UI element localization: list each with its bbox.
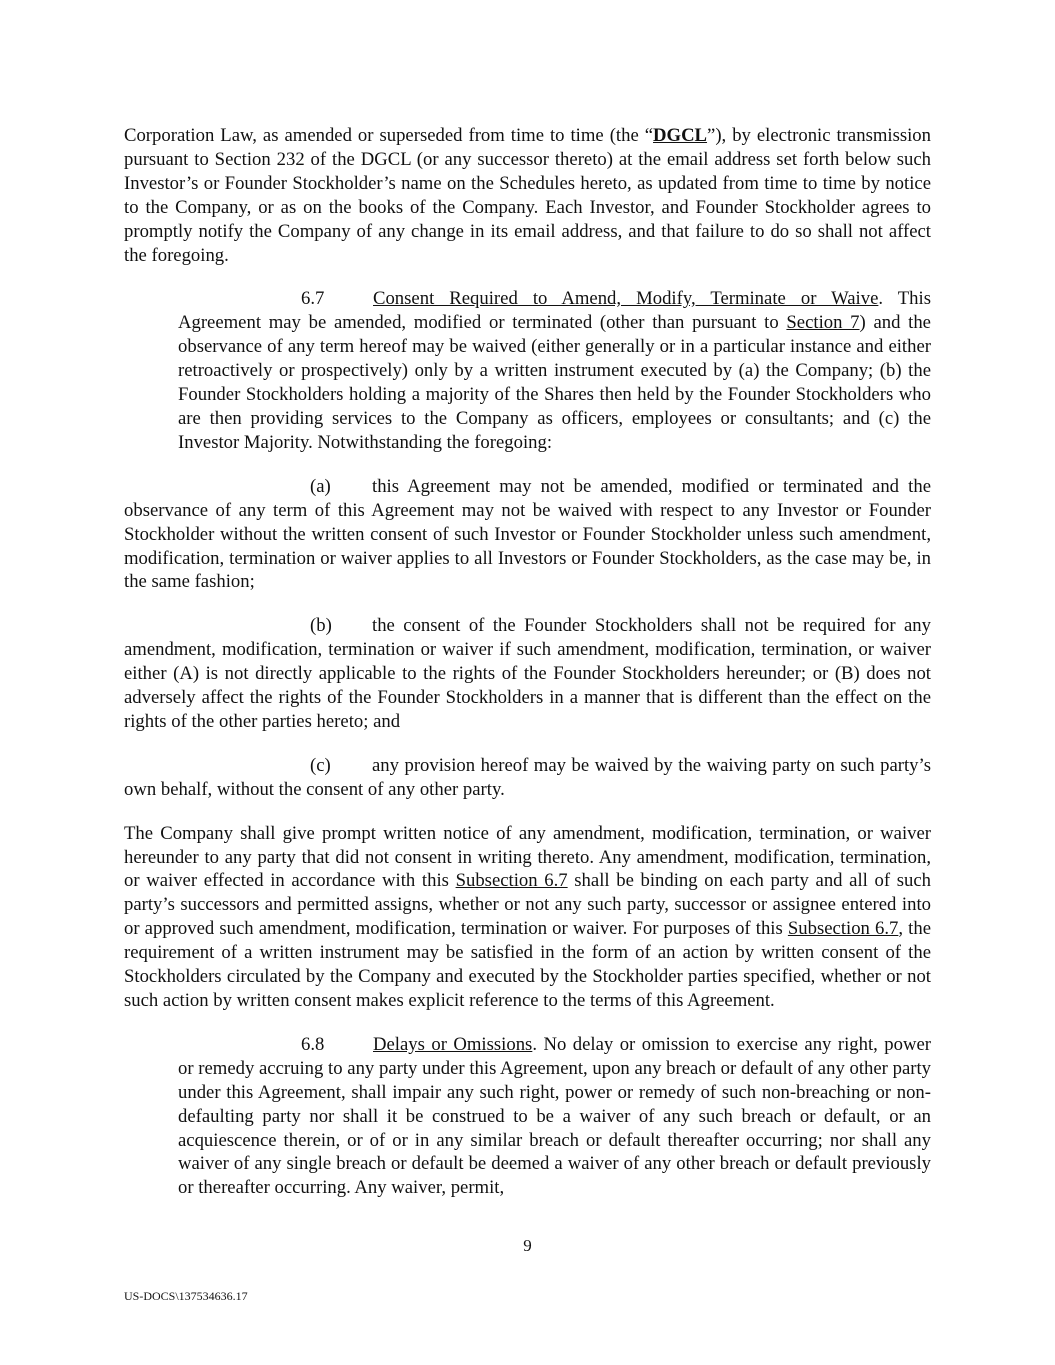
intro-text-1: Corporation Law, as amended or superseded from time to time (the “ — [124, 125, 654, 146]
paragraph-amendment-notice — [124, 822, 931, 1013]
notice-text-2: shall be binding on each party and all of such party’s successors and permitted assigns, whether or not any such party, successor or assignee entered into or approved such amendment, modification, termination or waiver. For purposes of this — [124, 870, 931, 940]
section-6-7 — [178, 287, 931, 454]
paragraph-email-notice — [124, 124, 931, 267]
section-6-8-number: 6.8 — [301, 1033, 325, 1055]
subclause-c-text: any provision hereof may be waived by the waiving party on such party’s own behalf, without the consent of any other party. — [124, 754, 931, 800]
notice-text-3: , the requirement of a written instrument may be satisfied in the form of an action by written consent of the Stockholders circulated by the Company and executed by the Stockholder parties specified, whether or not such action by written consent makes explicit reference to the terms of this Agreement. — [124, 918, 932, 1011]
section-6-8-heading: Delays or Omissions — [373, 1033, 533, 1055]
section-6-7-text-1: . This Agreement may be amended, modified or terminated (other than pursuant to — [178, 288, 931, 334]
subclause-a — [124, 475, 931, 595]
subclause-a-label: (a) — [310, 475, 331, 497]
notice-text-1: The Company shall give prompt written notice of any amendment, modification, termination, or waiver hereunder to any party that did not consent in writing thereto. Any amendment, modification, termination, or waiver effected in accordance with this — [124, 822, 931, 892]
intro-text-2: ”), by electronic transmission pursuant to Section 232 of the DGCL (or any successor thereto) at the email address set forth below such Investor’s or Founder Stockholder’s name on the Schedules hereto, as updated from time to time by notice to the Company, or as on the books of the Company. Each Investor, and Founder Stockholder agrees to promptly notify the Company of any change in its email address, and that failure to do so shall not affect the foregoing. — [124, 125, 931, 266]
document-id-footer: US-DOCS\137534636.17 — [124, 1289, 248, 1303]
section-6-8-text: . No delay or omission to exercise any right, power or remedy accruing to any party under this Agreement, upon any breach or default of any other party under this Agreement, shall impair any such right, power or remedy of such non-breaching or non-defaulting party nor shall it be construed to be a waiver of any such breach or default, or an acquiescence therein, or of or in any similar breach or default thereafter occurring; nor shall any waiver of any single breach or default be deemed a waiver of any other breach or default previously or thereafter occurring. Any waiver, permit, — [178, 1033, 931, 1199]
subclause-b — [124, 614, 931, 734]
subclause-b-text: the consent of the Founder Stockholders shall not be required for any amendment, modification, termination or waiver if such amendment, modification, termination, or waiver either (A) is not directly applicable to the rights of the Founder Stockholders hereunder; or (B) does not adversely affect the rights of the Founder Stockholders in a manner that is different than the effect on the rights of the other parties hereto; and — [124, 615, 931, 732]
subsection-6-7-reference-1: Subsection 6.7 — [455, 870, 568, 892]
section-6-8 — [178, 1033, 931, 1200]
section-7-reference: Section 7 — [786, 312, 860, 334]
defined-term-dgcl: DGCL — [653, 125, 708, 146]
subclause-c-label: (c) — [310, 754, 331, 776]
section-6-7-heading: Consent Required to Amend, Modify, Terminate or Waive — [373, 288, 879, 310]
subclause-b-label: (b) — [310, 615, 332, 637]
document-body — [124, 124, 931, 1220]
section-6-7-text-2: ) and the observance of any term hereof may be waived (either generally or in a particular instance and either retroactively or prospectively) only by a written instrument executed by (a) the Company; (b) the Founder Stockholders holding a majority of the Shares then held by the Founder Stockholders who are then providing services to the Company as officers, employees or consultants; and (c) the Investor Majority. Notwithstanding the foregoing: — [178, 312, 931, 453]
subclause-c — [124, 754, 931, 802]
page-number: 9 — [523, 1236, 532, 1255]
section-6-7-number: 6.7 — [301, 288, 325, 310]
subclause-a-text: this Agreement may not be amended, modified or terminated and the observance of any term of this Agreement may not be waived with respect to any Investor or Founder Stockholder without the written consent of such Investor or Founder Stockholder unless such amendment, modification, termination or waiver applies to all Investors or Founder Stockholders, as the case may be, in the same fashion; — [124, 475, 931, 593]
subsection-6-7-reference-2: Subsection 6.7 — [787, 918, 899, 940]
